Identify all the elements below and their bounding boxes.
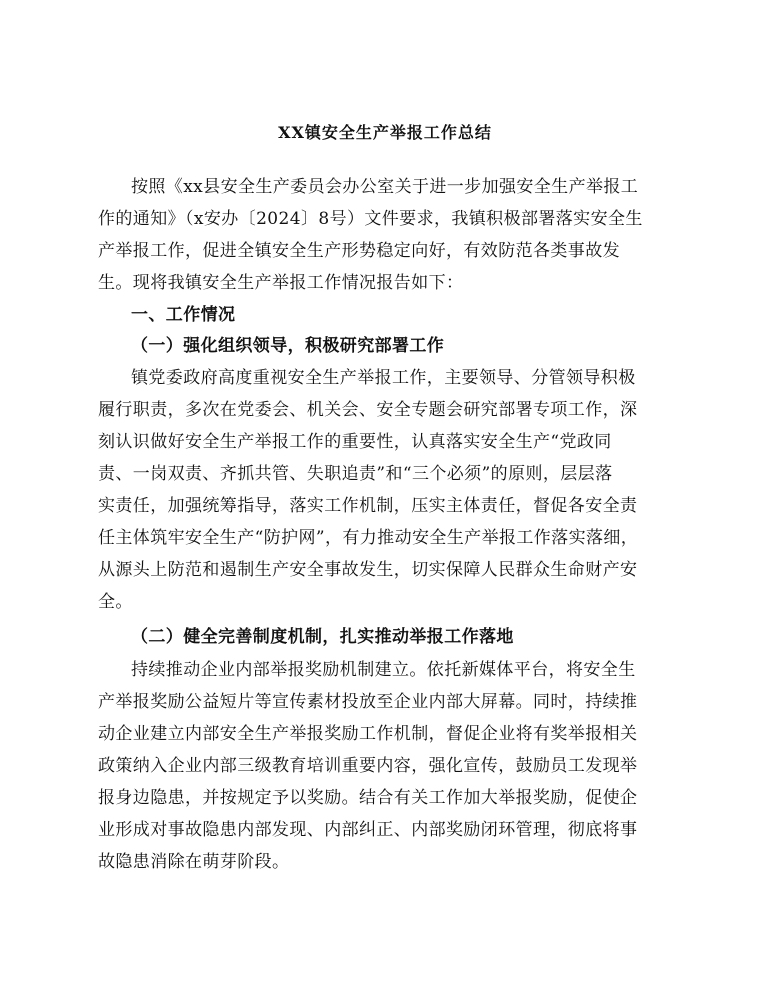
paragraph-line: 按照《xx县安全生产委员会办公室关于进一步加强安全生产举报工 (131, 177, 639, 197)
paragraph-line: 产举报工作，促进全镇安全生产形势稳定向好，有效防范各类事故发 (98, 241, 620, 261)
paragraph-line: 故隐患消除在萌芽阶段。 (98, 852, 290, 872)
subsection-heading: （一）强化组织领导，积极研究部署工作 (131, 336, 445, 356)
paragraph-line: 持续推动企业内部举报奖励机制建立。依托新媒体平台，将安全生 (131, 660, 636, 680)
subsection-heading: （二）健全完善制度机制，扎实推动举报工作落地 (131, 627, 514, 647)
paragraph-line: 责、一岗双责、齐抓共管、失职追责”和“三个必须”的原则，层层落 (98, 464, 613, 484)
paragraph-line: 生。现将我镇安全生产举报工作情况报告如下： (98, 273, 464, 293)
paragraph-line: 实责任，加强统筹指导，落实工作机制，压实主体责任，督促各安全责 (98, 496, 638, 516)
paragraph-line: 履行职责，多次在党委会、机关会、安全专题会研究部署专项工作，深 (98, 400, 638, 420)
paragraph-line: 刻认识做好安全生产举报工作的重要性，认真落实安全生产“党政同 (98, 432, 612, 452)
paragraph-line: 作的通知》（x安办〔2024〕8号）文件要求，我镇积极部署落实安全生 (98, 209, 643, 229)
document-title: XX镇安全生产举报工作总结 (278, 123, 492, 142)
paragraph-line: 产举报奖励公益短片等宣传素材投放至企业内部大屏幕。同时，持续推 (98, 692, 638, 712)
paragraph-line: 政策纳入企业内部三级教育培训重要内容，强化宣传，鼓励员工发现举 (98, 756, 638, 776)
section-heading: 一、工作情况 (131, 305, 236, 325)
paragraph-line: 全。 (98, 592, 133, 612)
paragraph-line: 业形成对事故隐患内部发现、内部纠正、内部奖励闭环管理，彻底将事 (98, 820, 638, 840)
paragraph-line: 任主体筑牢安全生产“防护网”，有力推动安全生产举报工作落实落细， (98, 528, 639, 548)
paragraph-line: 报身边隐患，并按规定予以奖励。结合有关工作加大举报奖励，促使企 (98, 788, 638, 808)
paragraph-line: 动企业建立内部安全生产举报奖励工作机制，督促企业将有奖举报相关 (98, 724, 638, 744)
paragraph-line: 镇党委政府高度重视安全生产举报工作，主要领导、分管领导积极 (131, 368, 636, 388)
paragraph-line: 从源头上防范和遏制生产安全事故发生，切实保障人民群众生命财产安 (98, 560, 638, 580)
